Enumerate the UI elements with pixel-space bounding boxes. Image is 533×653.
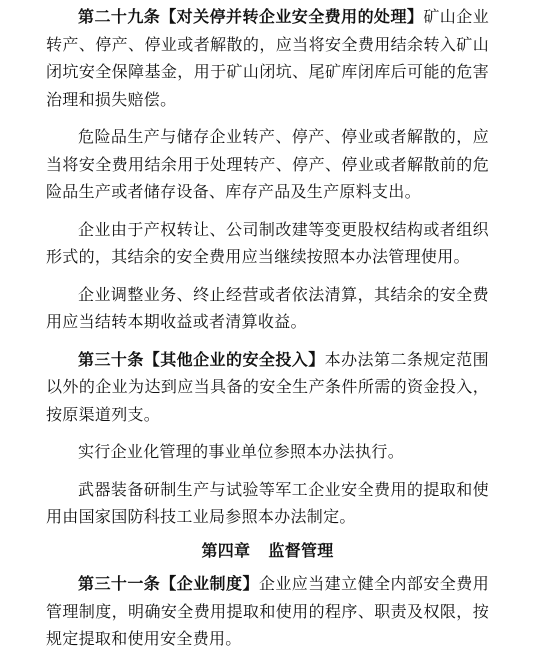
paragraph-text: 矿山企业转产、停产、停业或者解散的，应当将安全费用结余转入矿山闭坑安全保障基金，用于矿山闭坑、尾矿库闭库后可能的危害治理和损失赔偿。 bbox=[46, 7, 489, 109]
paragraph-article-30 bbox=[46, 346, 489, 429]
paragraph-text: 本办法第二条规定范围以外的企业为达到应当具备的安全生产条件所需的资金投入，按原渠道列支。 bbox=[46, 349, 489, 424]
chapter-title: 监督管理 bbox=[268, 540, 334, 560]
paragraph-text: 武器装备研制生产与试验等军工企业安全费用的提取和使用由国家国防科技工业局参照本办法制定。 bbox=[46, 479, 489, 526]
paragraph-liquidation bbox=[46, 281, 489, 336]
paragraph-text: 实行企业化管理的事业单位参照本办法执行。 bbox=[78, 442, 405, 461]
paragraph-hazardous-goods bbox=[46, 123, 489, 206]
article-heading: 第三十条【其他企业的安全投入】 bbox=[78, 349, 325, 369]
paragraph-article-31 bbox=[46, 570, 489, 653]
paragraph-public-institutions bbox=[46, 438, 489, 466]
paragraph-text: 企业由于产权转让、公司制改建等变更股权结构或者组织形式的，其结余的安全费用应当继续按照本办法管理使用。 bbox=[46, 219, 489, 266]
paragraph-military-enterprises bbox=[46, 476, 489, 531]
paragraph-text: 企业调整业务、终止经营或者依法清算，其结余的安全费用应当结转本期收益或者清算收益。 bbox=[46, 284, 489, 331]
article-heading: 第三十一条【企业制度】 bbox=[78, 574, 259, 593]
article-heading: 第二十九条【对关停并转企业安全费用的处理】 bbox=[78, 7, 424, 26]
paragraph-text: 企业应当建立健全内部安全费用管理制度，明确安全费用提取和使用的程序、职责及权限，按规定提取和使用安全费用。 bbox=[46, 574, 489, 648]
chapter-heading bbox=[46, 537, 489, 565]
paragraph-article-29 bbox=[46, 3, 489, 113]
paragraph-ownership-change bbox=[46, 216, 489, 271]
paragraph-text: 危险品生产与储存企业转产、停产、停业或者解散的，应当将安全费用结余用于处理转产、停产、停业或者解散前的危险品生产或者储存设备、库存产品及生产原料支出。 bbox=[46, 127, 489, 201]
chapter-number: 第四章 bbox=[201, 540, 251, 560]
